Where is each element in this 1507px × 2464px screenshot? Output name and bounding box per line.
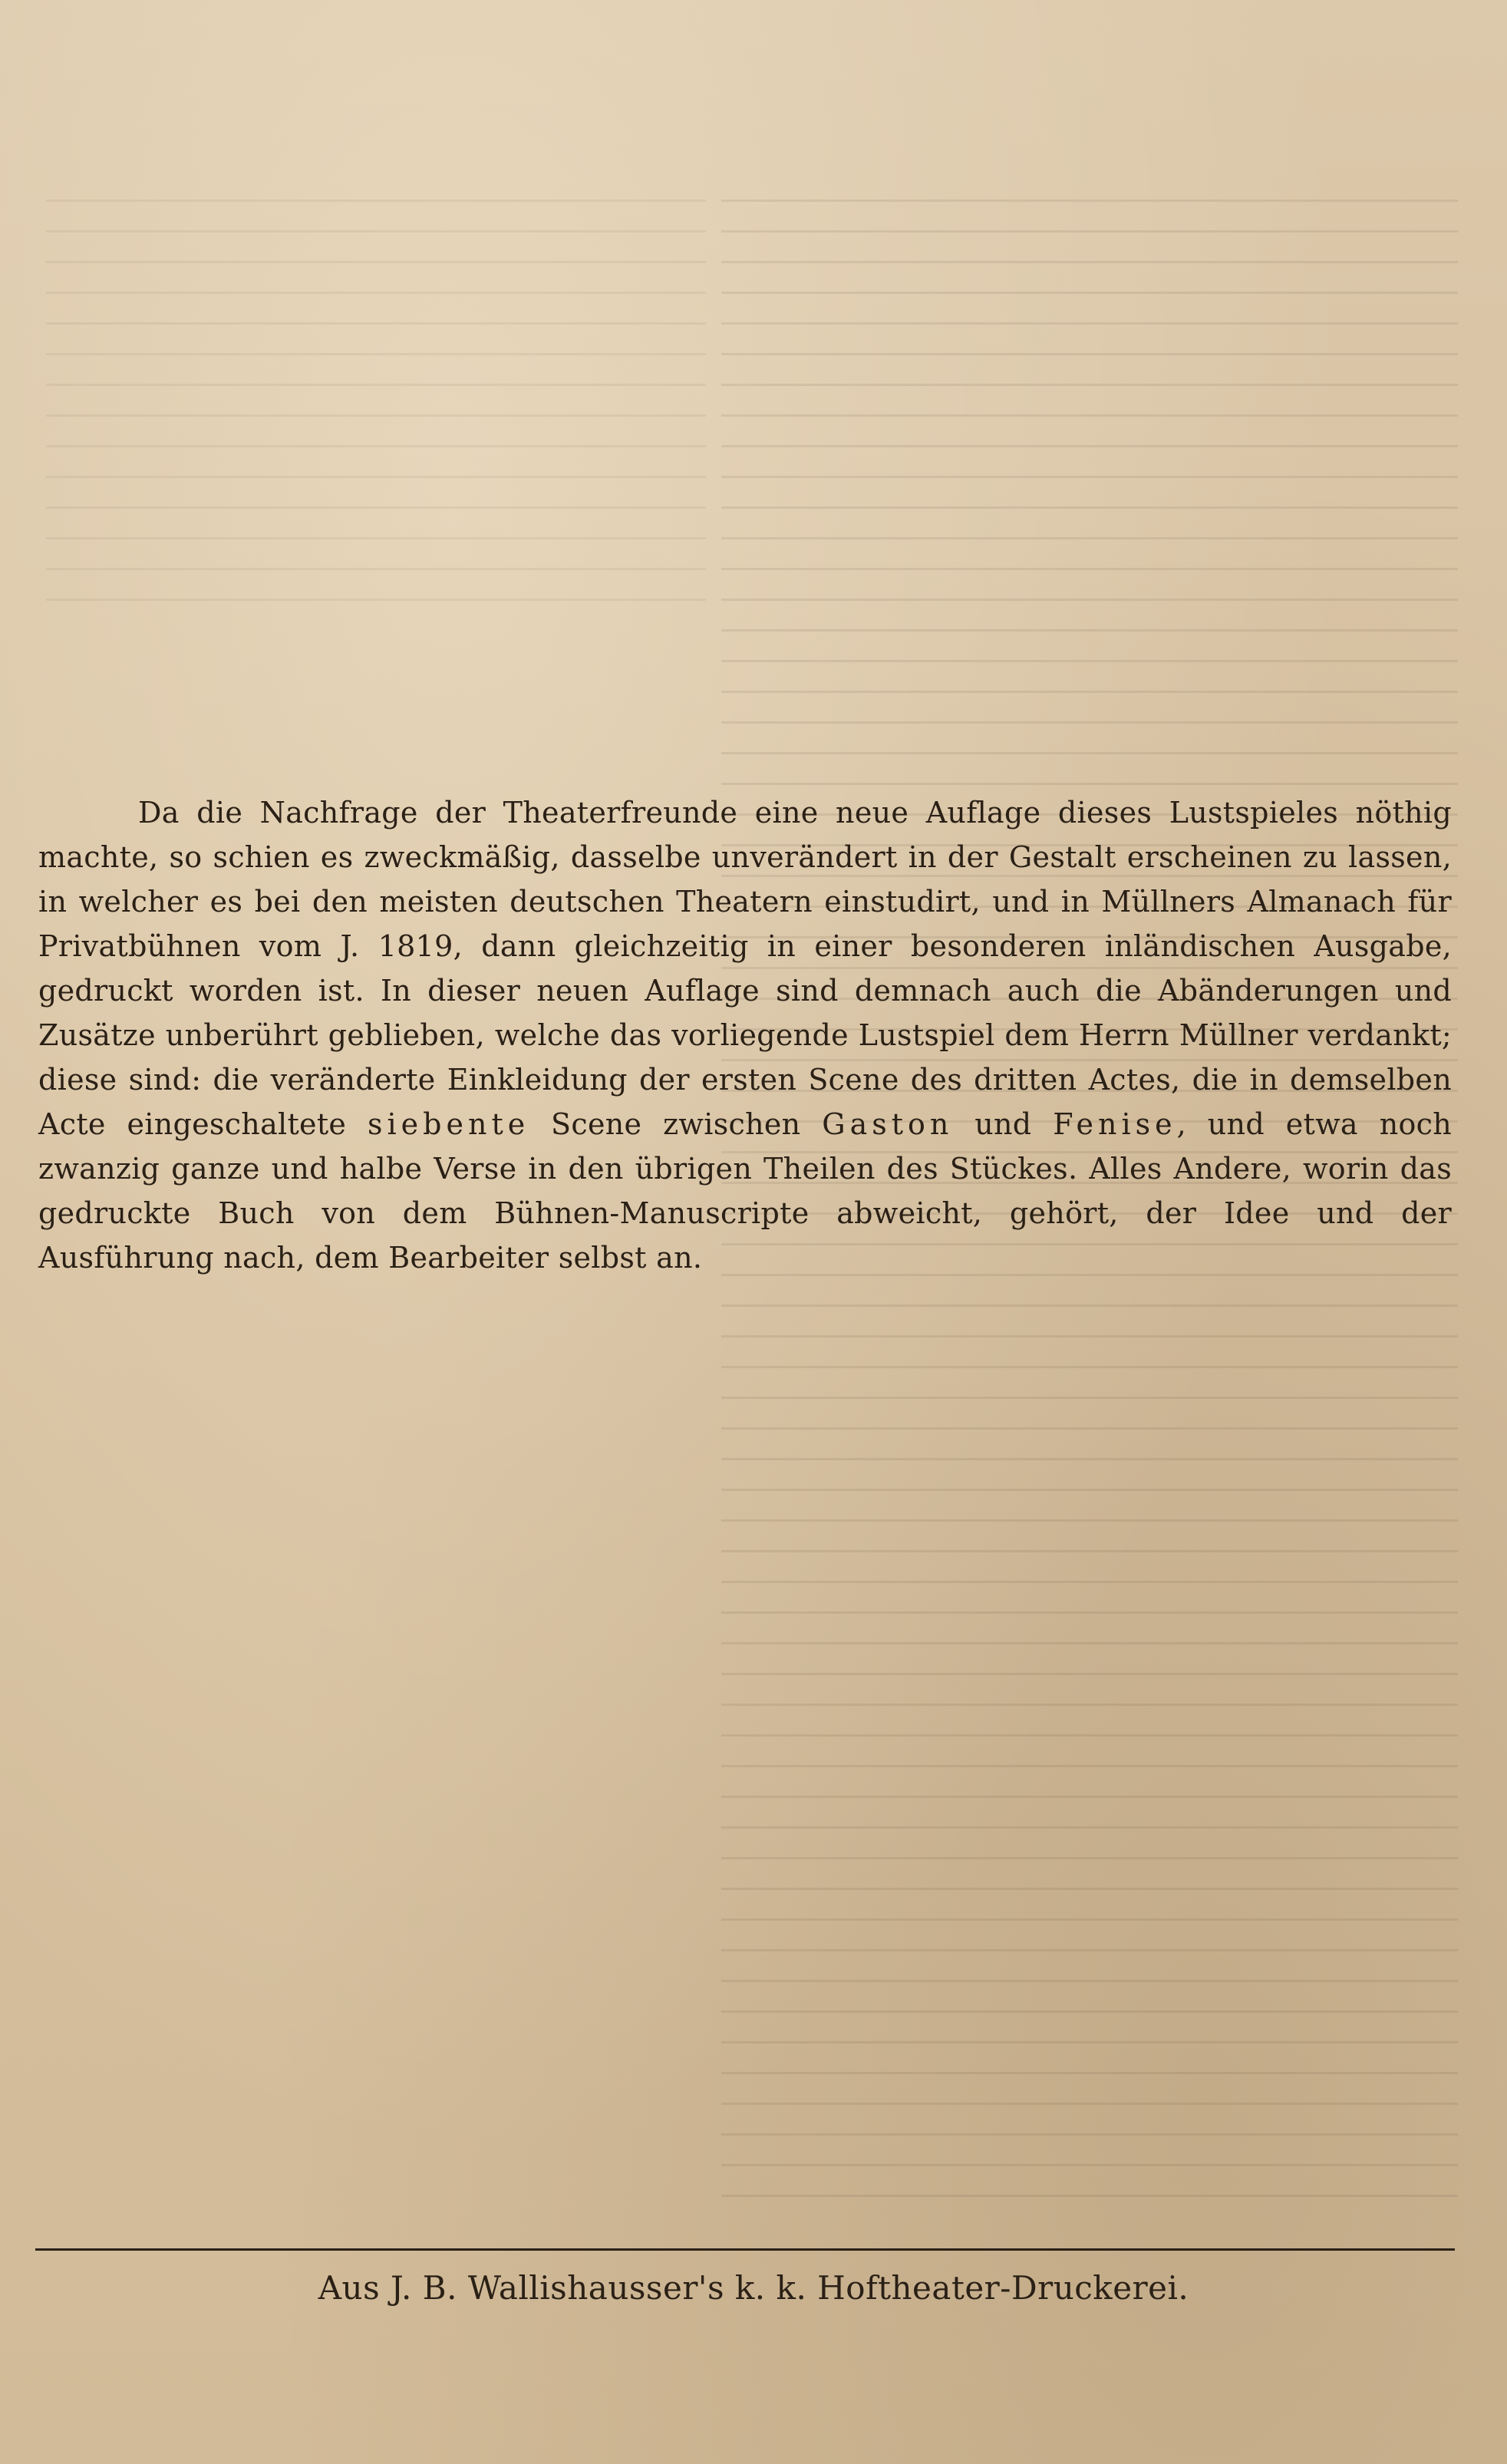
preface-text-1: Da die Nachfrage der Theaterfreunde eine neue Auflage dieses Lustspieles nöthig machte, so schien es zweckmäßig, dasselbe unverändert in der Gestalt erscheinen zu lassen, in welcher es bei den meisten deutschen Theatern einstudirt, und in Müllners Almanach für Privatbühnen vom J. 1819, dann gleichzeitig in einer besonderen inländischen Ausgabe, gedruckt worden ist. In dieser neuen Auflage sind demnach auch die Abänderungen und Zusätze unberührt geblieben, welche das vorliegende Lustspiel dem Herrn Müllner verdankt; diese sind: die veränderte Einkleidung der ersten Scene des dritten Actes, die in demselben Acte eingeschaltete: [38, 796, 1452, 1141]
preface-paragraph: [38, 790, 1452, 1280]
preface-emphasis-gaston: Gaston: [822, 1107, 954, 1141]
preface-emphasis-fenise: Fenise: [1053, 1107, 1177, 1141]
printer-imprint: Aus J. B. Wallishausser's k. k. Hoftheater-Druckerei.: [318, 2269, 1189, 2307]
preface-text-2: Scene zwischen: [551, 1107, 801, 1141]
preface-text-4: , und etwa noch zwanzig ganze und halbe Verse in den übrigen Theilen des Stückes. Alles Andere, worin das gedruckte Buch von dem Bühnen-Manuscripte abweicht, gehört, der Idee und der Ausführung nach, dem Bearbeiter selbst an.: [38, 1107, 1452, 1275]
divider-rule: [35, 2248, 1455, 2251]
preface-text-3: und: [974, 1107, 1032, 1141]
preface-emphasis-siebente: siebente: [368, 1107, 530, 1141]
bleed-through-text-left: [46, 200, 706, 629]
